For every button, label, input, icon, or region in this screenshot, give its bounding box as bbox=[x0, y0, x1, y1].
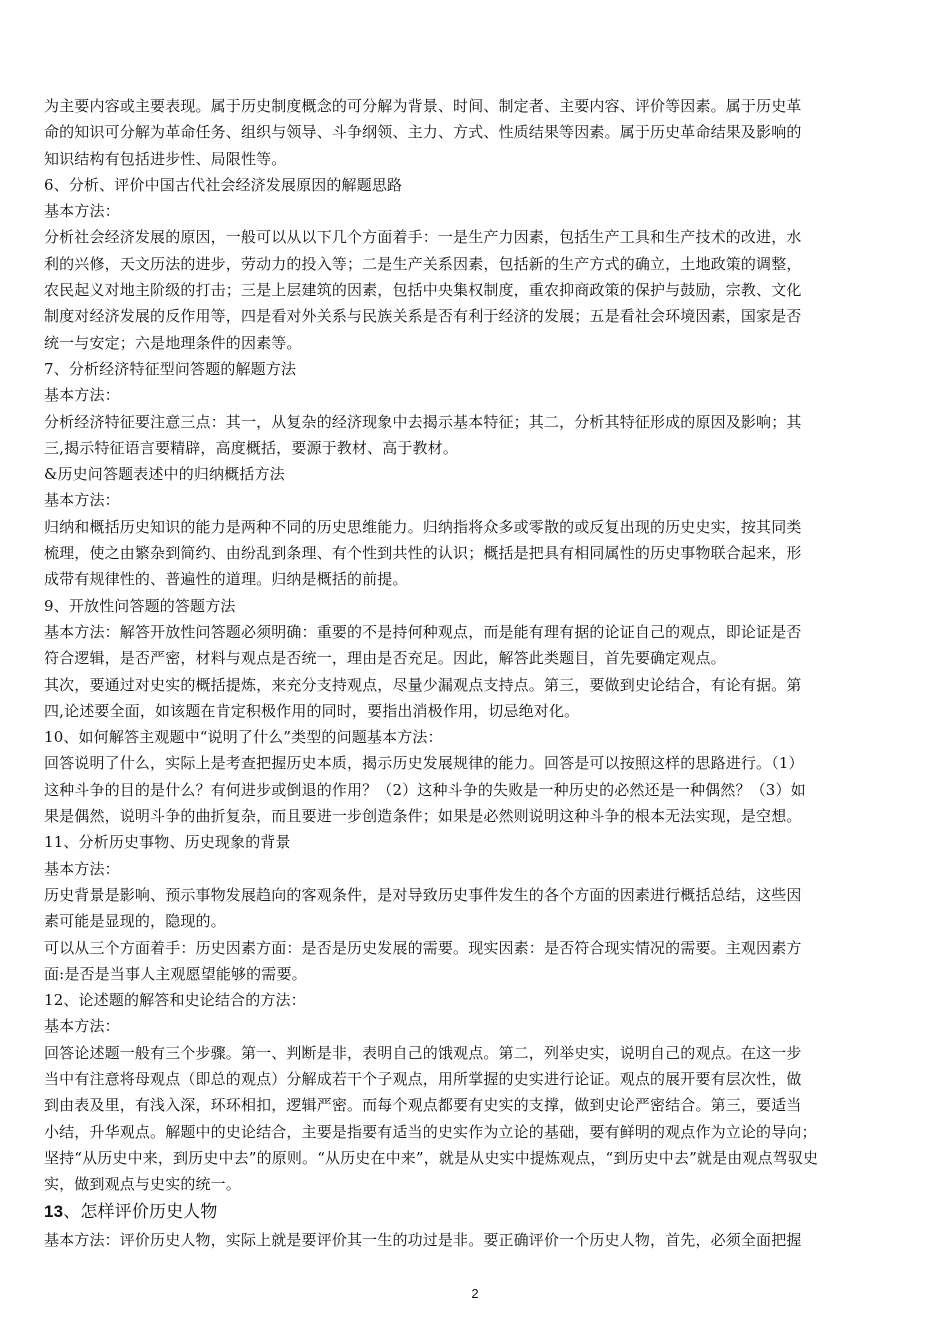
section-heading-6: 6、分析、评价中国古代社会经济发展原因的解题思路 bbox=[44, 175, 403, 194]
method-label: 基本方法： bbox=[44, 491, 120, 510]
paragraph-line: 四,论述要全面，如该题在肯定积极作用的同时，要指出消极作用，切忌绝对化。 bbox=[44, 701, 580, 720]
paragraph-line: 成带有规律性的、普遍性的道理。归纳是概括的前提。 bbox=[44, 570, 408, 589]
method-label: 基本方法： bbox=[44, 859, 120, 878]
page-number: 2 bbox=[471, 1286, 479, 1301]
section-heading-9: 9、开放性问答题的答题方法 bbox=[44, 596, 236, 615]
section-heading-13 bbox=[44, 1197, 910, 1227]
paragraph-line: 这种斗争的目的是什么？有何进步或倒退的作用？（2）这种斗争的失败是一种历史的必然还是一种偶然？（3）如 bbox=[44, 780, 806, 799]
paragraph-line: 梳理，使之由繁杂到简约、由纷乱到条理、有个性到共性的认识；概括是把具有相同属性的历史事物联合起来，形 bbox=[44, 544, 802, 563]
paragraph-line: 坚持“从历史中来，到历史中去”的原则。“从历史在中来”，就是从史实中提炼观点，“到历史中去”就是由观点驾驭史 bbox=[44, 1148, 819, 1167]
paragraph-line: 可以从三个方面着手：历史因素方面：是否是历史发展的需要。现实因素：是否符合现实情况的需要。主观因素方 bbox=[44, 938, 802, 957]
paragraph-line: 为主要内容或主要表现。属于历史制度概念的可分解为背景、时间、制定者、主要内容、评价等因素。属于历史革 bbox=[44, 97, 802, 115]
paragraph-line: 统一与安定；六是地理条件的因素等。 bbox=[44, 333, 302, 352]
paragraph-line: 当中有注意将母观点（即总的观点）分解成若干个子观点，用所掌握的史实进行论证。观点的展开要有层次性，做 bbox=[44, 1069, 802, 1088]
section-heading-number: 13 bbox=[44, 1202, 64, 1222]
paragraph-line: 分析社会经济发展的原因，一般可以从以下几个方面着手：一是生产力因素，包括生产工具和生产技术的改进，水 bbox=[44, 228, 802, 247]
paragraph-line: 基本方法：解答开放性问答题必须明确：重要的不是持何种观点，而是能有理有据的论证自己的观点，即论证是否 bbox=[44, 622, 802, 641]
paragraph-line: 实，做到观点与史实的统一。 bbox=[44, 1175, 241, 1194]
paragraph-line: 命的知识可分解为革命任务、组织与领导、斗争纲领、主力、方式、性质结果等因素。属于历史革命结果及影响的 bbox=[44, 123, 802, 142]
paragraph-line: 回答说明了什么，实际上是考查把握历史本质，揭示历史发展规律的能力。回答是可以按照这样的思路进行。（1） bbox=[44, 754, 804, 773]
paragraph-line: 三,揭示特征语言要精辟，高度概括，要源于教材、高于教材。 bbox=[44, 438, 458, 457]
section-heading-8: &历史问答题表述中的归纳概括方法 bbox=[44, 465, 285, 484]
paragraph-line: 素可能是显现的，隐现的。 bbox=[44, 912, 226, 931]
section-heading-10: 10、如何解答主观题中“说明了什么”类型的问题基本方法： bbox=[44, 728, 443, 747]
method-label: 基本方法： bbox=[44, 1017, 120, 1036]
paragraph-line: 制度对经济发展的反作用等，四是看对外关系与民族关系是否有利于经济的发展；五是看社会环境因素，国家是否 bbox=[44, 307, 802, 326]
paragraph-line: 历史背景是影响、预示事物发展趋向的客观条件，是对导致历史事件发生的各个方面的因素进行概括总结，这些因 bbox=[44, 885, 802, 904]
paragraph-line: 面:是否是当事人主观愿望能够的需要。 bbox=[44, 964, 307, 983]
section-heading-12: 12、论述题的解答和史论结合的方法： bbox=[44, 991, 306, 1010]
paragraph-line: 基本方法：评价历史人物，实际上就是要评价其一生的功过是非。要正确评价一个历史人物，首先，必须全面把握 bbox=[44, 1231, 802, 1250]
paragraph-line: 分析经济特征要注意三点：其一，从复杂的经济现象中去揭示基本特征；其二，分析其特征形成的原因及影响；其 bbox=[44, 412, 802, 431]
paragraph-line: 到由表及里，有浅入深，环环相扣，逻辑严密。而每个观点都要有史实的支撑，做到史论严密结合。第三，要适当 bbox=[44, 1096, 802, 1115]
paragraph-line: 小结，升华观点。解题中的史论结合，主要是指要有适当的史实作为立论的基础，要有鲜明的观点作为立论的导向； bbox=[44, 1122, 817, 1141]
paragraph-line: 知识结构有包括进步性、局限性等。 bbox=[44, 149, 287, 168]
paragraph-line: 农民起义对地主阶级的打击；三是上层建筑的因素，包括中央集权制度，重农抑商政策的保护与鼓励，宗教、文化 bbox=[44, 281, 802, 300]
paragraph-line: 利的兴修，天文历法的进步，劳动力的投入等；二是生产关系因素，包括新的生产方式的确立，土地政策的调整， bbox=[44, 254, 802, 273]
section-heading-7: 7、分析经济特征型问答题的解题方法 bbox=[44, 359, 297, 378]
method-label: 基本方法： bbox=[44, 202, 120, 221]
section-heading-title: 、怎样评价历史人物 bbox=[63, 1202, 218, 1223]
paragraph-line: 果是偶然，说明斗争的曲折复杂，而且要进一步创造条件；如果是必然则说明这种斗争的根本无法实现，是空想。 bbox=[44, 807, 802, 826]
paragraph-line: 归纳和概括历史知识的能力是两种不同的历史思维能力。归纳指将众多或零散的或反复出现的历史史实，按其同类 bbox=[44, 517, 802, 536]
paragraph-line: 符合逻辑，是否严密，材料与观点是否统一，理由是否充足。因此，解答此类题目，首先要确定观点。 bbox=[44, 649, 726, 668]
section-heading-11: 11、分析历史事物、历史现象的背景 bbox=[44, 833, 291, 852]
document-body bbox=[44, 93, 910, 1254]
paragraph-line: 回答论述题一般有三个步骤。第一、判断是非，表明自己的饿观点。第二，列举史实，说明自己的观点。在这一步 bbox=[44, 1043, 802, 1062]
method-label: 基本方法： bbox=[44, 386, 120, 405]
paragraph-line: 其次，要通过对史实的概括提炼，来充分支持观点，尽量少漏观点支持点。第三，要做到史论结合，有论有据。第 bbox=[44, 675, 802, 694]
